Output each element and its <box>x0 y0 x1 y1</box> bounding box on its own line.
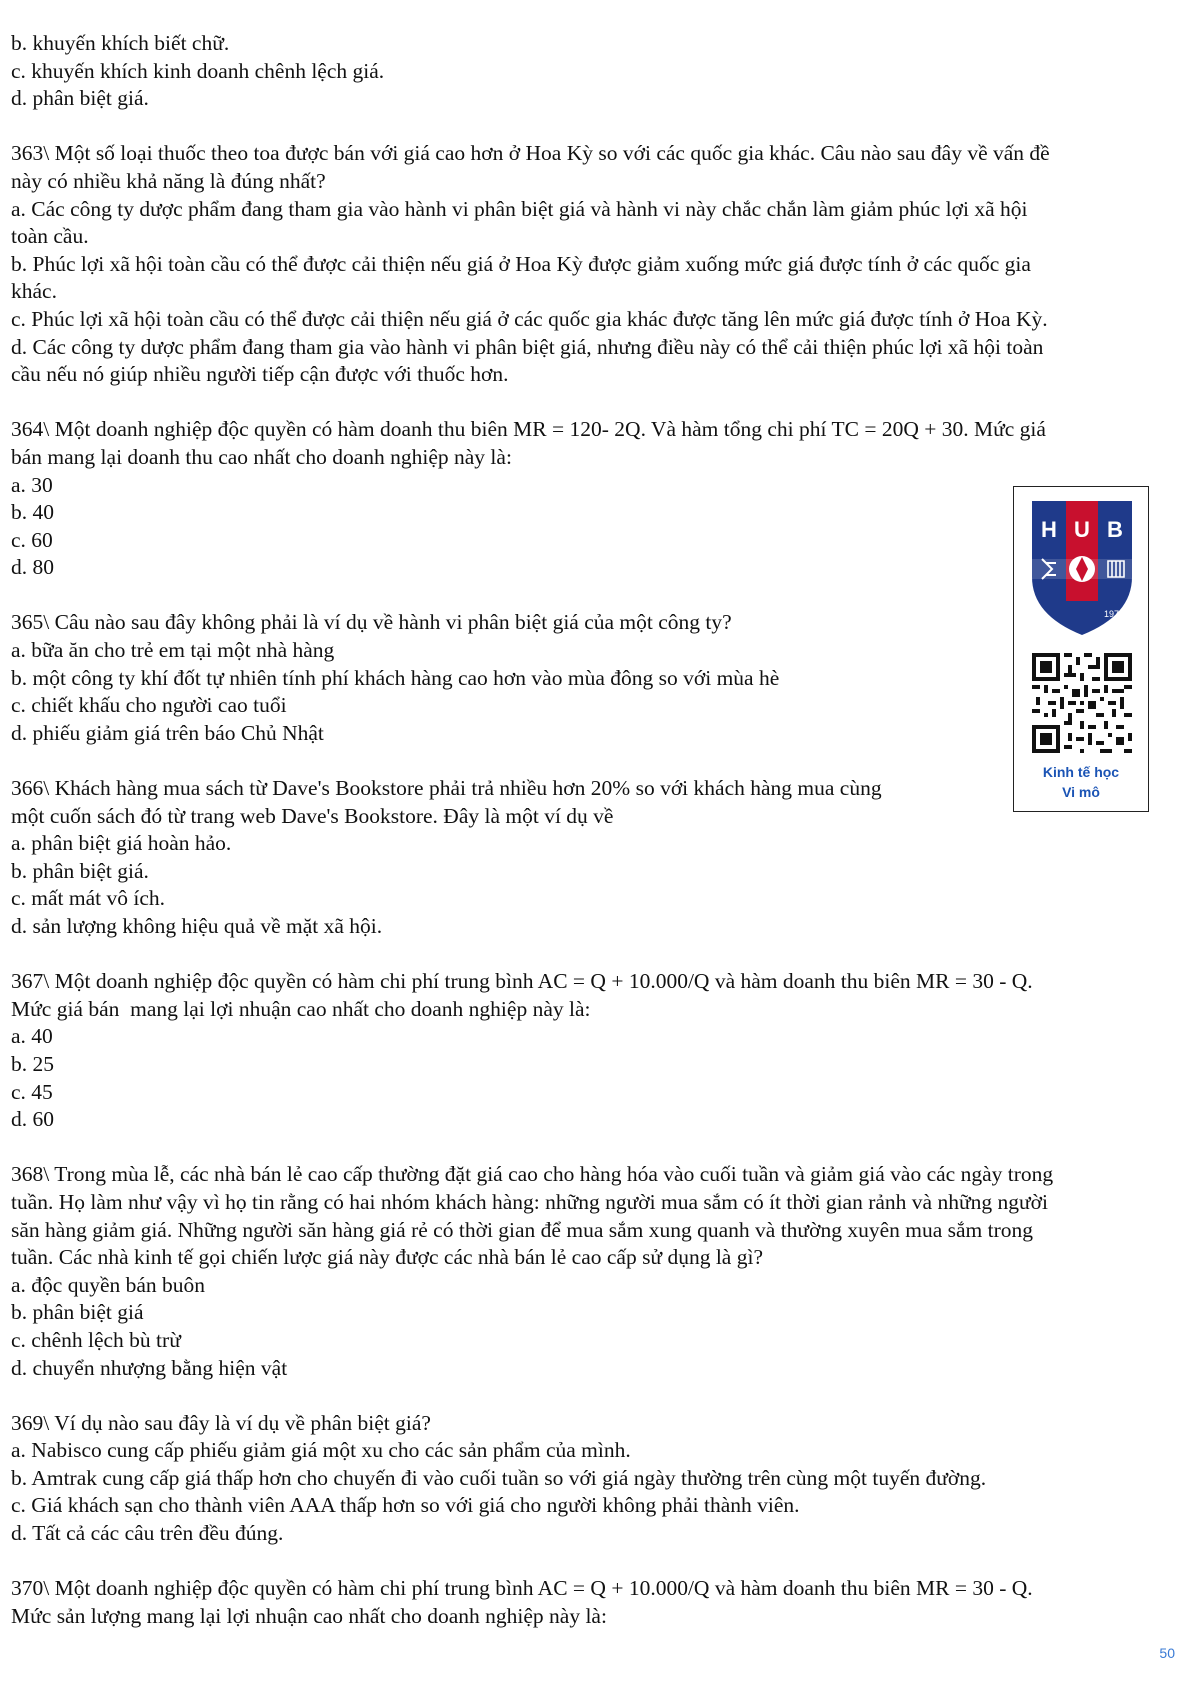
option: b. phân biệt giá. <box>11 858 149 883</box>
question-text: 364\ Một doanh nghiệp độc quyền có hàm doanh thu biên MR = 120- 2Q. Và hàm tổng chi phí TC = 20Q + 30. Mức giá <box>11 417 1046 442</box>
option: d. Tất cả các câu trên đều đúng. <box>11 1521 284 1546</box>
option: b. khuyến khích biết chữ. <box>11 31 230 55</box>
question-text: này có nhiều khả năng là đúng nhất? <box>11 168 326 193</box>
logo-letter-h: H <box>1041 517 1057 542</box>
option: d. chuyển nhượng bằng hiện vật <box>11 1355 288 1380</box>
option: c. 45 <box>11 1079 53 1104</box>
spacer <box>11 1548 1171 1576</box>
option: c. chênh lệch bù trừ <box>11 1327 181 1352</box>
option: b. 25 <box>11 1051 54 1076</box>
document-page <box>11 30 1171 1630</box>
spacer <box>11 113 1171 141</box>
question-text: tuần. Các nhà kinh tế gọi chiến lược giá này được các nhà bán lẻ cao cấp sử dụng là gì? <box>11 1245 763 1270</box>
qr-code-icon <box>1032 653 1132 753</box>
shield-red-band <box>1066 501 1098 601</box>
option: b. phân biệt giá <box>11 1300 144 1325</box>
question-text: 369\ Ví dụ nào sau đây là ví dụ về phân biệt giá? <box>11 1410 431 1435</box>
option: b. Phúc lợi xã hội toàn cầu có thể được cải thiện nếu giá ở Hoa Kỳ được giảm xuống mức giá được tính ở các quốc gia <box>11 251 1031 276</box>
question-366 <box>11 775 1171 941</box>
top-options <box>11 30 1171 113</box>
hub-shield-logo <box>1028 497 1136 637</box>
option: d. Các công ty dược phẩm đang tham gia vào hành vi phân biệt giá, nhưng điều này có thể cải thiện phúc lợi xã hội toàn <box>11 334 1044 359</box>
question-367 <box>11 968 1171 1134</box>
question-text: 368\ Trong mùa lễ, các nhà bán lẻ cao cấp thường đặt giá cao cho hàng hóa vào cuối tuần và giảm giá vào các ngày trong <box>11 1162 1054 1187</box>
option: c. chiết khấu cho người cao tuổi <box>11 693 287 718</box>
question-365 <box>11 609 1171 747</box>
question-363 <box>11 140 1171 388</box>
logo-letter-b: B <box>1107 517 1123 542</box>
option: c. Phúc lợi xã hội toàn cầu có thể được cải thiện nếu giá ở các quốc gia khác được tăng lên mức giá được tính ở Hoa Kỳ. <box>11 306 1048 331</box>
option: c. 60 <box>11 527 53 552</box>
option: toàn cầu. <box>11 224 89 249</box>
question-text: 366\ Khách hàng mua sách từ Dave's Bookstore phải trả nhiều hơn 20% so với khách hàng mua cùng <box>11 776 882 801</box>
page-number: 50 <box>1159 1645 1175 1661</box>
logo-year: 1976 <box>1103 609 1125 619</box>
logo-caption-title: Kinh tế học <box>1042 764 1120 780</box>
option: c. khuyến khích kinh doanh chênh lệch giá. <box>11 58 385 83</box>
spacer <box>11 582 1171 610</box>
question-368 <box>11 1161 1171 1382</box>
option: a. Các công ty dược phẩm đang tham gia vào hành vi phân biệt giá và hành vi này chắc chắn làm giảm phúc lợi xã hội <box>11 196 1028 221</box>
spacer <box>11 1382 1171 1410</box>
question-text: 365\ Câu nào sau đây không phải là ví dụ về hành vi phân biệt giá của một công ty? <box>11 610 732 635</box>
question-text: bán mang lại doanh thu cao nhất cho doanh nghiệp này là: <box>11 444 512 469</box>
question-text: 370\ Một doanh nghiệp độc quyền có hàm chi phí trung bình AC = Q + 10.000/Q và hàm doanh thu biên MR = 30 - Q. <box>11 1576 1033 1601</box>
option: khác. <box>11 279 57 304</box>
option: d. phân biệt giá. <box>11 86 149 111</box>
question-text: một cuốn sách đó từ trang web Dave's Bookstore. Đây là một ví dụ về <box>11 803 614 828</box>
option: d. sản lượng không hiệu quả về mặt xã hội. <box>11 914 383 938</box>
question-369 <box>11 1410 1171 1548</box>
option: d. 80 <box>11 555 54 580</box>
question-text: Mức giá bán mang lại lợi nhuận cao nhất cho doanh nghiệp này là: <box>11 996 591 1021</box>
option: d. 60 <box>11 1107 54 1132</box>
option: a. 40 <box>11 1024 53 1049</box>
spacer <box>11 389 1171 417</box>
option: a. độc quyền bán buôn <box>11 1272 206 1297</box>
option: b. Amtrak cung cấp giá thấp hơn cho chuyến đi vào cuối tuần so với giá ngày thường trên cùng một tuyến đường. <box>11 1465 987 1490</box>
option: b. 40 <box>11 500 54 525</box>
spacer <box>11 747 1171 775</box>
logo-caption-subtitle: Vi mô <box>1062 784 1100 800</box>
hub-logo-box <box>1013 486 1149 812</box>
option: a. 30 <box>11 472 53 497</box>
question-text: tuần. Họ làm như vậy vì họ tin rằng có hai nhóm khách hàng: những người mua sắm có ít thời gian rảnh và những người <box>11 1189 1048 1214</box>
option: a. Nabisco cung cấp phiếu giảm giá một xu cho các sản phẩm của mình. <box>11 1438 631 1463</box>
question-370 <box>11 1575 1171 1630</box>
option: cầu nếu nó giúp nhiều người tiếp cận được với thuốc hơn. <box>11 362 509 387</box>
logo-letter-u: U <box>1074 517 1090 542</box>
question-364 <box>11 416 1171 582</box>
question-text: săn hàng giảm giá. Những người săn hàng giá rẻ có thời gian để mua sắm xung quanh và thường xuyên mua sắm trong <box>11 1217 1034 1242</box>
question-text: 367\ Một doanh nghiệp độc quyền có hàm chi phí trung bình AC = Q + 10.000/Q và hàm doanh thu biên MR = 30 - Q. <box>11 969 1033 994</box>
spacer <box>11 1134 1171 1162</box>
question-text: Mức sản lượng mang lại lợi nhuận cao nhất cho doanh nghiệp này là: <box>11 1603 607 1628</box>
option: a. bữa ăn cho trẻ em tại một nhà hàng <box>11 638 335 663</box>
spacer <box>11 941 1171 969</box>
option: a. phân biệt giá hoàn hảo. <box>11 831 232 856</box>
option: c. mất mát vô ích. <box>11 886 166 911</box>
option: d. phiếu giảm giá trên báo Chủ Nhật <box>11 720 324 745</box>
option: b. một công ty khí đốt tự nhiên tính phí khách hàng cao hơn vào mùa đông so với mùa hè <box>11 665 780 690</box>
question-text: 363\ Một số loại thuốc theo toa được bán với giá cao hơn ở Hoa Kỳ so với các quốc gia khác. Câu nào sau đây về vấn đề <box>11 141 1050 166</box>
option: c. Giá khách sạn cho thành viên AAA thấp hơn so với giá cho người không phải thành viên. <box>11 1493 800 1518</box>
